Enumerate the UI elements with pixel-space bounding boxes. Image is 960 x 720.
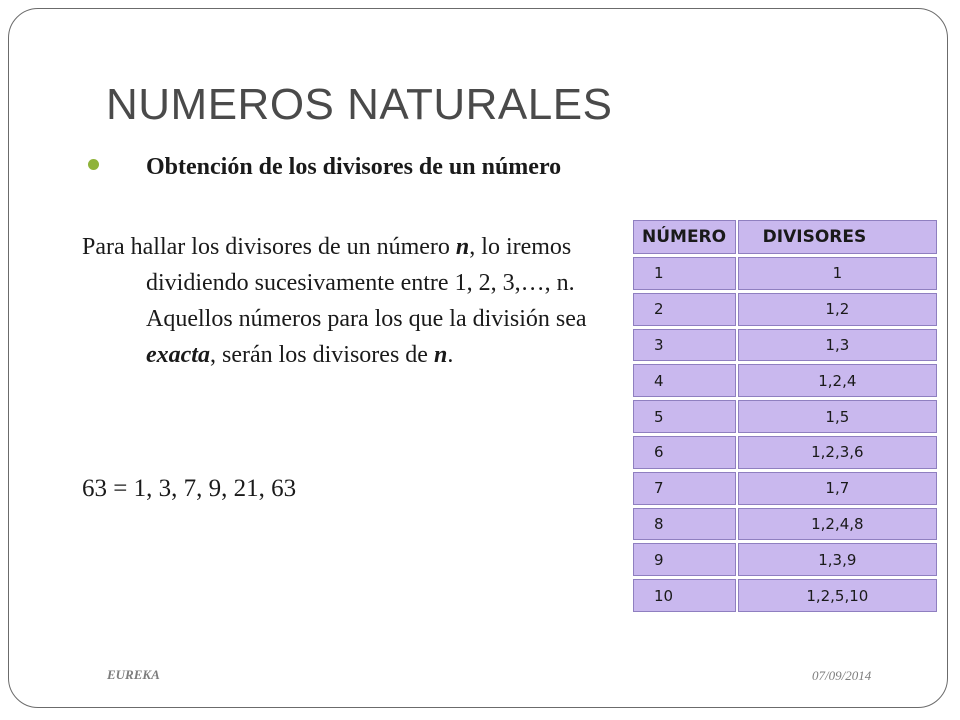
table-header-row xyxy=(633,220,937,254)
variable-n: n xyxy=(433,342,448,368)
divisors-cell: 1,3,9 xyxy=(738,543,937,576)
divisors-cell: 1,2,5,10 xyxy=(738,579,937,612)
table-row xyxy=(633,293,937,326)
divisors-cell: 1,2,4,8 xyxy=(738,508,937,541)
divisors-cell: 1 xyxy=(738,257,937,290)
table-row xyxy=(633,364,937,397)
emphasis-exacta: exacta xyxy=(146,342,210,368)
number-cell: 7 xyxy=(633,472,736,505)
number-cell: 2 xyxy=(633,293,736,326)
divisors-cell: 1,7 xyxy=(738,472,937,505)
divisors-cell: 1,5 xyxy=(738,400,937,433)
body-text-part: . xyxy=(447,342,454,368)
number-cell: 9 xyxy=(633,543,736,576)
number-cell: 6 xyxy=(633,436,736,469)
table-row xyxy=(633,257,937,290)
divisors-cell: 1,2,4 xyxy=(738,364,937,397)
header-divisores: DIVISORES xyxy=(738,220,937,254)
divisors-table-image xyxy=(631,217,939,615)
table-row xyxy=(633,400,937,433)
table-row xyxy=(633,543,937,576)
bullet-heading: Obtención de los divisores de un número xyxy=(146,154,562,180)
table-row xyxy=(633,472,937,505)
number-cell: 1 xyxy=(633,257,736,290)
number-cell: 4 xyxy=(633,364,736,397)
body-text-part: , lo iremos dividiendo sucesivamente entre 1, 2, 3,…, n. Aquellos números para los que la división sea xyxy=(146,234,587,332)
table-row xyxy=(633,329,937,362)
divisors-table xyxy=(631,217,939,615)
footer-date: 07/09/2014 xyxy=(812,668,872,683)
number-cell: 8 xyxy=(633,508,736,541)
divisors-cell: 1,2,3,6 xyxy=(738,436,937,469)
number-cell: 5 xyxy=(633,400,736,433)
table-row xyxy=(633,436,937,469)
body-text-part: Para hallar los divisores de un número xyxy=(82,234,456,260)
table-row xyxy=(633,508,937,541)
divisors-example: 63 = 1, 3, 7, 9, 21, 63 xyxy=(82,475,297,502)
slide-title: NUMEROS NATURALES xyxy=(106,80,613,129)
number-cell: 10 xyxy=(633,579,736,612)
variable-n: n xyxy=(455,234,470,260)
number-cell: 3 xyxy=(633,329,736,362)
bullet-dot-icon xyxy=(88,159,99,170)
header-numero: NÚMERO xyxy=(633,220,736,254)
body-paragraph xyxy=(82,229,627,373)
footer-organization: EUREKA xyxy=(107,667,160,682)
body-text-part: , serán los divisores de xyxy=(209,342,434,368)
divisors-cell: 1,3 xyxy=(738,329,937,362)
table-row xyxy=(633,579,937,612)
divisors-cell: 1,2 xyxy=(738,293,937,326)
